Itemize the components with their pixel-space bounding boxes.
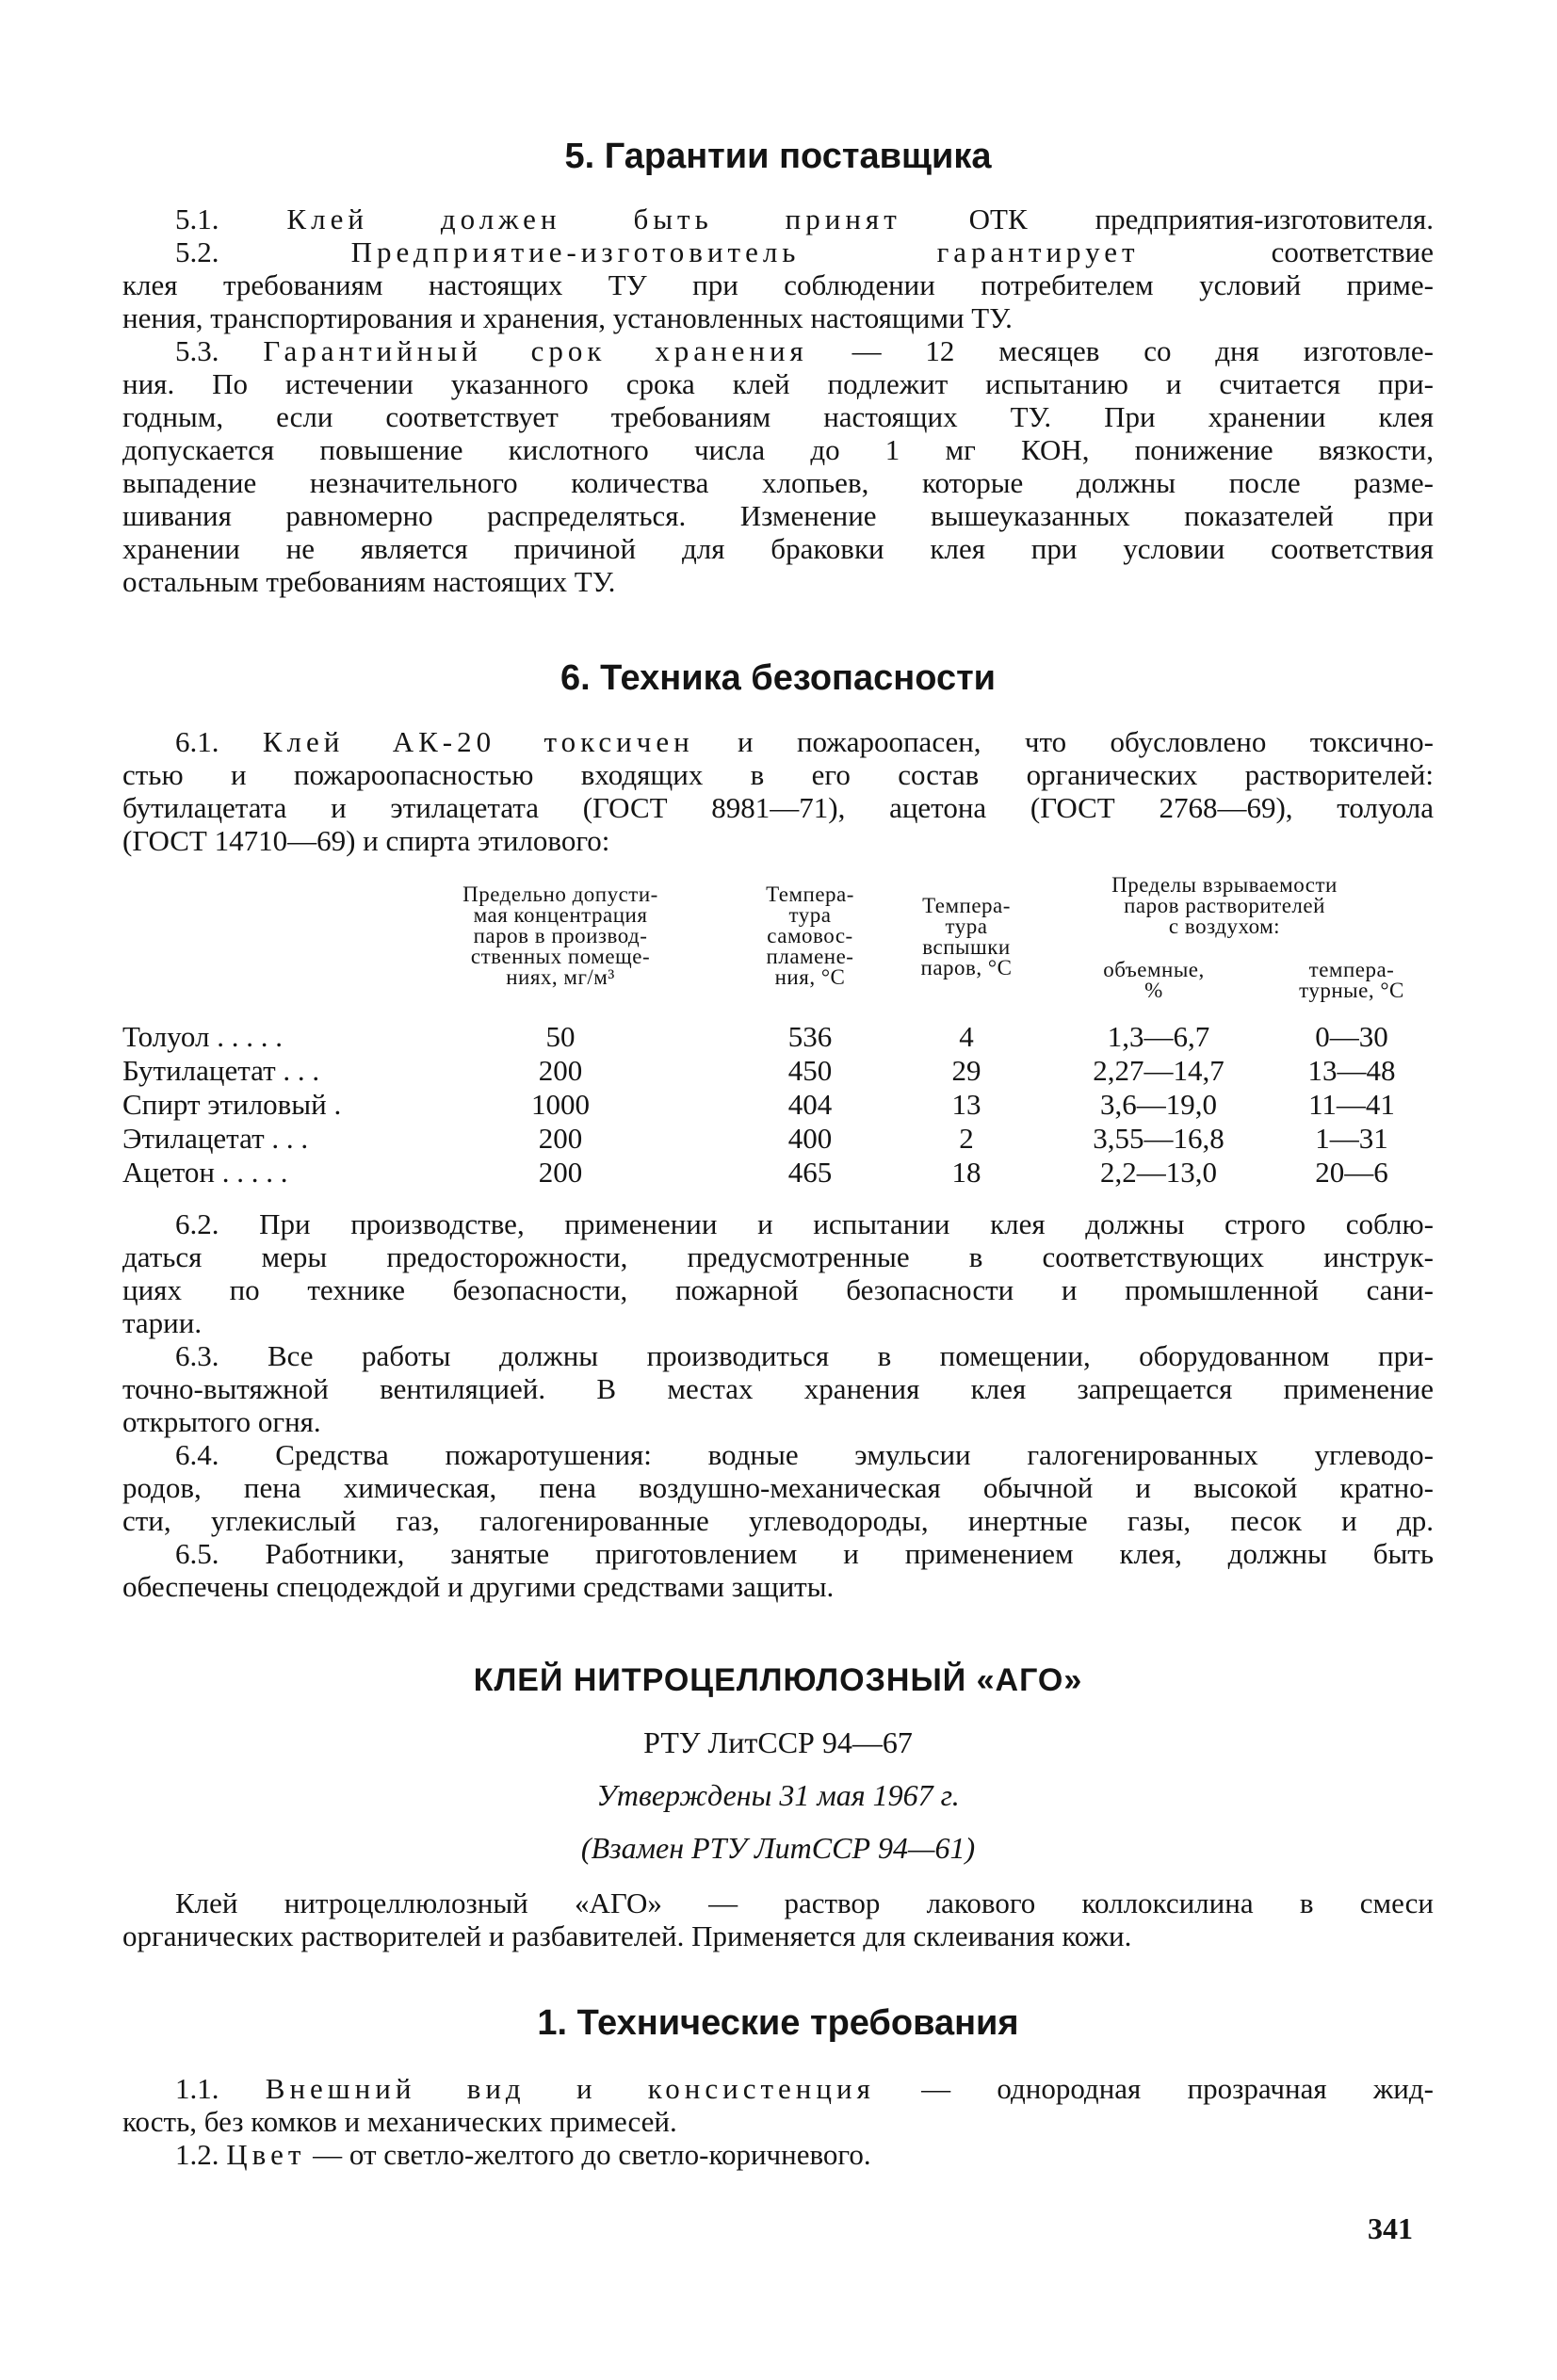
vol-value: 2,27—14,7 <box>1093 1054 1225 1087</box>
flash-value: 18 <box>951 1156 981 1189</box>
section-1-title: 1. Технические требования <box>537 2003 1019 2043</box>
solvent-name: Этилацетат . . . <box>122 1122 309 1155</box>
line-6-4-a: 6.4. Средства пожаротушения: водные эмульсии галогенированных углеводо- <box>175 1438 1434 1471</box>
line-1-1-b: кость, без комков и механических примесей. <box>122 2105 677 2138</box>
ago-desc-line-1: Клей нитроцеллюлозный «АГО» — раствор лакового коллоксилина в смеси <box>175 1886 1434 1919</box>
header-explosive-limits: Пределы взрываемости паров растворителей с воздухом: <box>1111 873 1338 938</box>
ago-description <box>122 1886 1434 1952</box>
line-5-9: выпадение незначительного количества хлопьев, которые должны после разме- <box>122 466 1434 499</box>
solvents-table <box>122 871 1434 1191</box>
section-1-body <box>122 2072 1434 2171</box>
line-6-4-c: сти, углекислый газ, галогенированные углеводороды, инертные газы, песок и др. <box>122 1504 1434 1537</box>
text-column <box>122 0 1434 2380</box>
header-temperature-limits: темпера- турные, °С <box>1299 958 1404 1002</box>
solvent-name: Толуол . . . . . <box>122 1020 283 1053</box>
temp-value: 20—6 <box>1315 1156 1388 1189</box>
vol-value: 3,6—19,0 <box>1100 1088 1217 1121</box>
line-5-3: клея требованиям настоящих ТУ при соблюдении потребителем условий приме- <box>122 268 1434 301</box>
ago-rtu: РТУ ЛитССР 94—67 <box>643 1725 913 1759</box>
solvent-name: Бутилацетат . . . <box>122 1054 320 1087</box>
conc-value: 50 <box>545 1020 576 1053</box>
header-volume-percent: объемные, % <box>1103 958 1205 1002</box>
table-row <box>122 1020 1434 1054</box>
ago-title: КЛЕЙ НИТРОЦЕЛЛЮЛОЗНЫЙ «АГО» <box>473 1662 1083 1698</box>
temp-value: 1—31 <box>1315 1122 1388 1155</box>
header-concentration: Предельно допусти- мая концентрация паров в производ- ственных помеще- ниях, мг/м³ <box>462 882 658 989</box>
temp-value: 11—41 <box>1308 1088 1395 1121</box>
autoign-value: 450 <box>787 1054 833 1087</box>
line-6-3-a: 6.3. Все работы должны производиться в помещении, оборудованном при- <box>175 1339 1434 1372</box>
flash-value: 29 <box>951 1054 981 1087</box>
line-5-11: хранении не является причиной для браковки клея при условии соответствия <box>122 532 1434 565</box>
header-autoignition: Темпера- тура самовос- пламене- ния, °С <box>766 882 854 989</box>
vol-value: 3,55—16,8 <box>1093 1122 1225 1155</box>
line-1-2: 1.2. Цвет — от светло-желтого до светло-коричневого. <box>175 2138 871 2171</box>
ago-approved: Утверждены 31 мая 1967 г. <box>596 1778 960 1812</box>
flash-value: 13 <box>951 1088 981 1121</box>
table-row <box>122 1156 1434 1190</box>
line-6-3: бутилацетата и этилацетата (ГОСТ 8981—71), ацетона (ГОСТ 2768—69), толуола <box>122 791 1434 824</box>
vol-value: 1,3—6,7 <box>1107 1020 1210 1053</box>
table-row <box>122 1122 1434 1156</box>
line-6-2-d: тарии. <box>122 1306 203 1339</box>
flash-value: 4 <box>959 1020 974 1053</box>
line-5-2: 5.2. Предприятие-изготовитель гарантирует соответствие <box>175 235 1434 268</box>
solvent-name: Спирт этиловый . <box>122 1088 342 1121</box>
autoign-value: 536 <box>787 1020 833 1053</box>
table-row <box>122 1088 1434 1122</box>
autoign-value: 404 <box>787 1088 833 1121</box>
line-5-4: нения, транспортирования и хранения, установленных настоящими ТУ. <box>122 301 1013 334</box>
conc-value: 200 <box>538 1156 583 1189</box>
line-6-1: 6.1. Клей АК-20 токсичен и пожароопасен, что обусловлено токсично- <box>175 725 1434 758</box>
line-6-4: (ГОСТ 14710—69) и спирта этилового: <box>122 824 610 857</box>
line-6-3-b: точно-вытяжной вентиляцией. В местах хранения клея запрещается применение <box>122 1372 1434 1405</box>
flash-value: 2 <box>959 1122 974 1155</box>
line-5-6: ния. По истечении указанного срока клей подлежит испытанию и считается при- <box>122 367 1434 400</box>
line-6-5-a: 6.5. Работники, занятые приготовлением и применением клея, должны быть <box>175 1537 1434 1570</box>
line-5-7: годным, если соответствует требованиям настоящих ТУ. При хранении клея <box>122 400 1434 433</box>
line-5-12: остальным требованиям настоящих ТУ. <box>122 565 616 598</box>
header-flash-point: Темпера- тура вспышки паров, °С <box>920 894 1013 980</box>
page-number: 341 <box>1368 2211 1413 2245</box>
ago-desc-line-2: органических растворителей и разбавителей. Применяется для склеивания кожи. <box>122 1919 1132 1952</box>
table-row <box>122 1054 1434 1088</box>
autoign-value: 400 <box>787 1122 833 1155</box>
line-6-2-a: 6.2. При производстве, применении и испытании клея должны строго соблю- <box>175 1207 1434 1240</box>
conc-value: 200 <box>538 1122 583 1155</box>
line-6-2-c: циях по технике безопасности, пожарной безопасности и промышленной сани- <box>122 1273 1434 1306</box>
section-6-title: 6. Техника безопасности <box>560 658 997 698</box>
line-1-1: 1.1. Внешний вид и консистенция — однородная прозрачная жид- <box>175 2072 1434 2105</box>
temp-value: 13—48 <box>1307 1054 1396 1087</box>
section-5-body <box>122 202 1434 598</box>
conc-value: 1000 <box>531 1088 590 1121</box>
section-6-body <box>122 1207 1434 1603</box>
line-6-2-b: даться меры предосторожности, предусмотренные в соответствующих инструк- <box>122 1240 1434 1273</box>
line-5-10: шивания равномерно распределяться. Изменение вышеуказанных показателей при <box>122 499 1434 532</box>
line-5-8: допускается повышение кислотного числа до 1 мг КОН, понижение вязкости, <box>122 433 1434 466</box>
line-6-4-b: родов, пена химическая, пена воздушно-механическая обычной и высокой кратно- <box>122 1471 1434 1504</box>
autoign-value: 465 <box>787 1156 833 1189</box>
ago-replaces: (Взамен РТУ ЛитССР 94—61) <box>580 1831 976 1865</box>
line-5-5: 5.3. Гарантийный срок хранения — 12 месяцев со дня изготовле- <box>175 334 1434 367</box>
line-6-3-c: открытого огня. <box>122 1405 321 1438</box>
line-6-5-b: обеспечены спецодеждой и другими средствами защиты. <box>122 1570 835 1603</box>
section-6-intro <box>122 725 1434 857</box>
line-6-2: стью и пожароопасностью входящих в его состав органических растворителей: <box>122 758 1434 791</box>
temp-value: 0—30 <box>1315 1020 1388 1053</box>
conc-value: 200 <box>538 1054 583 1087</box>
vol-value: 2,2—13,0 <box>1100 1156 1217 1189</box>
line-5-1: 5.1. Клей должен быть принят ОТК предприятия-изготовителя. <box>175 202 1434 235</box>
section-5-title: 5. Гарантии поставщика <box>564 137 992 176</box>
solvent-name: Ацетон . . . . . <box>122 1156 288 1189</box>
